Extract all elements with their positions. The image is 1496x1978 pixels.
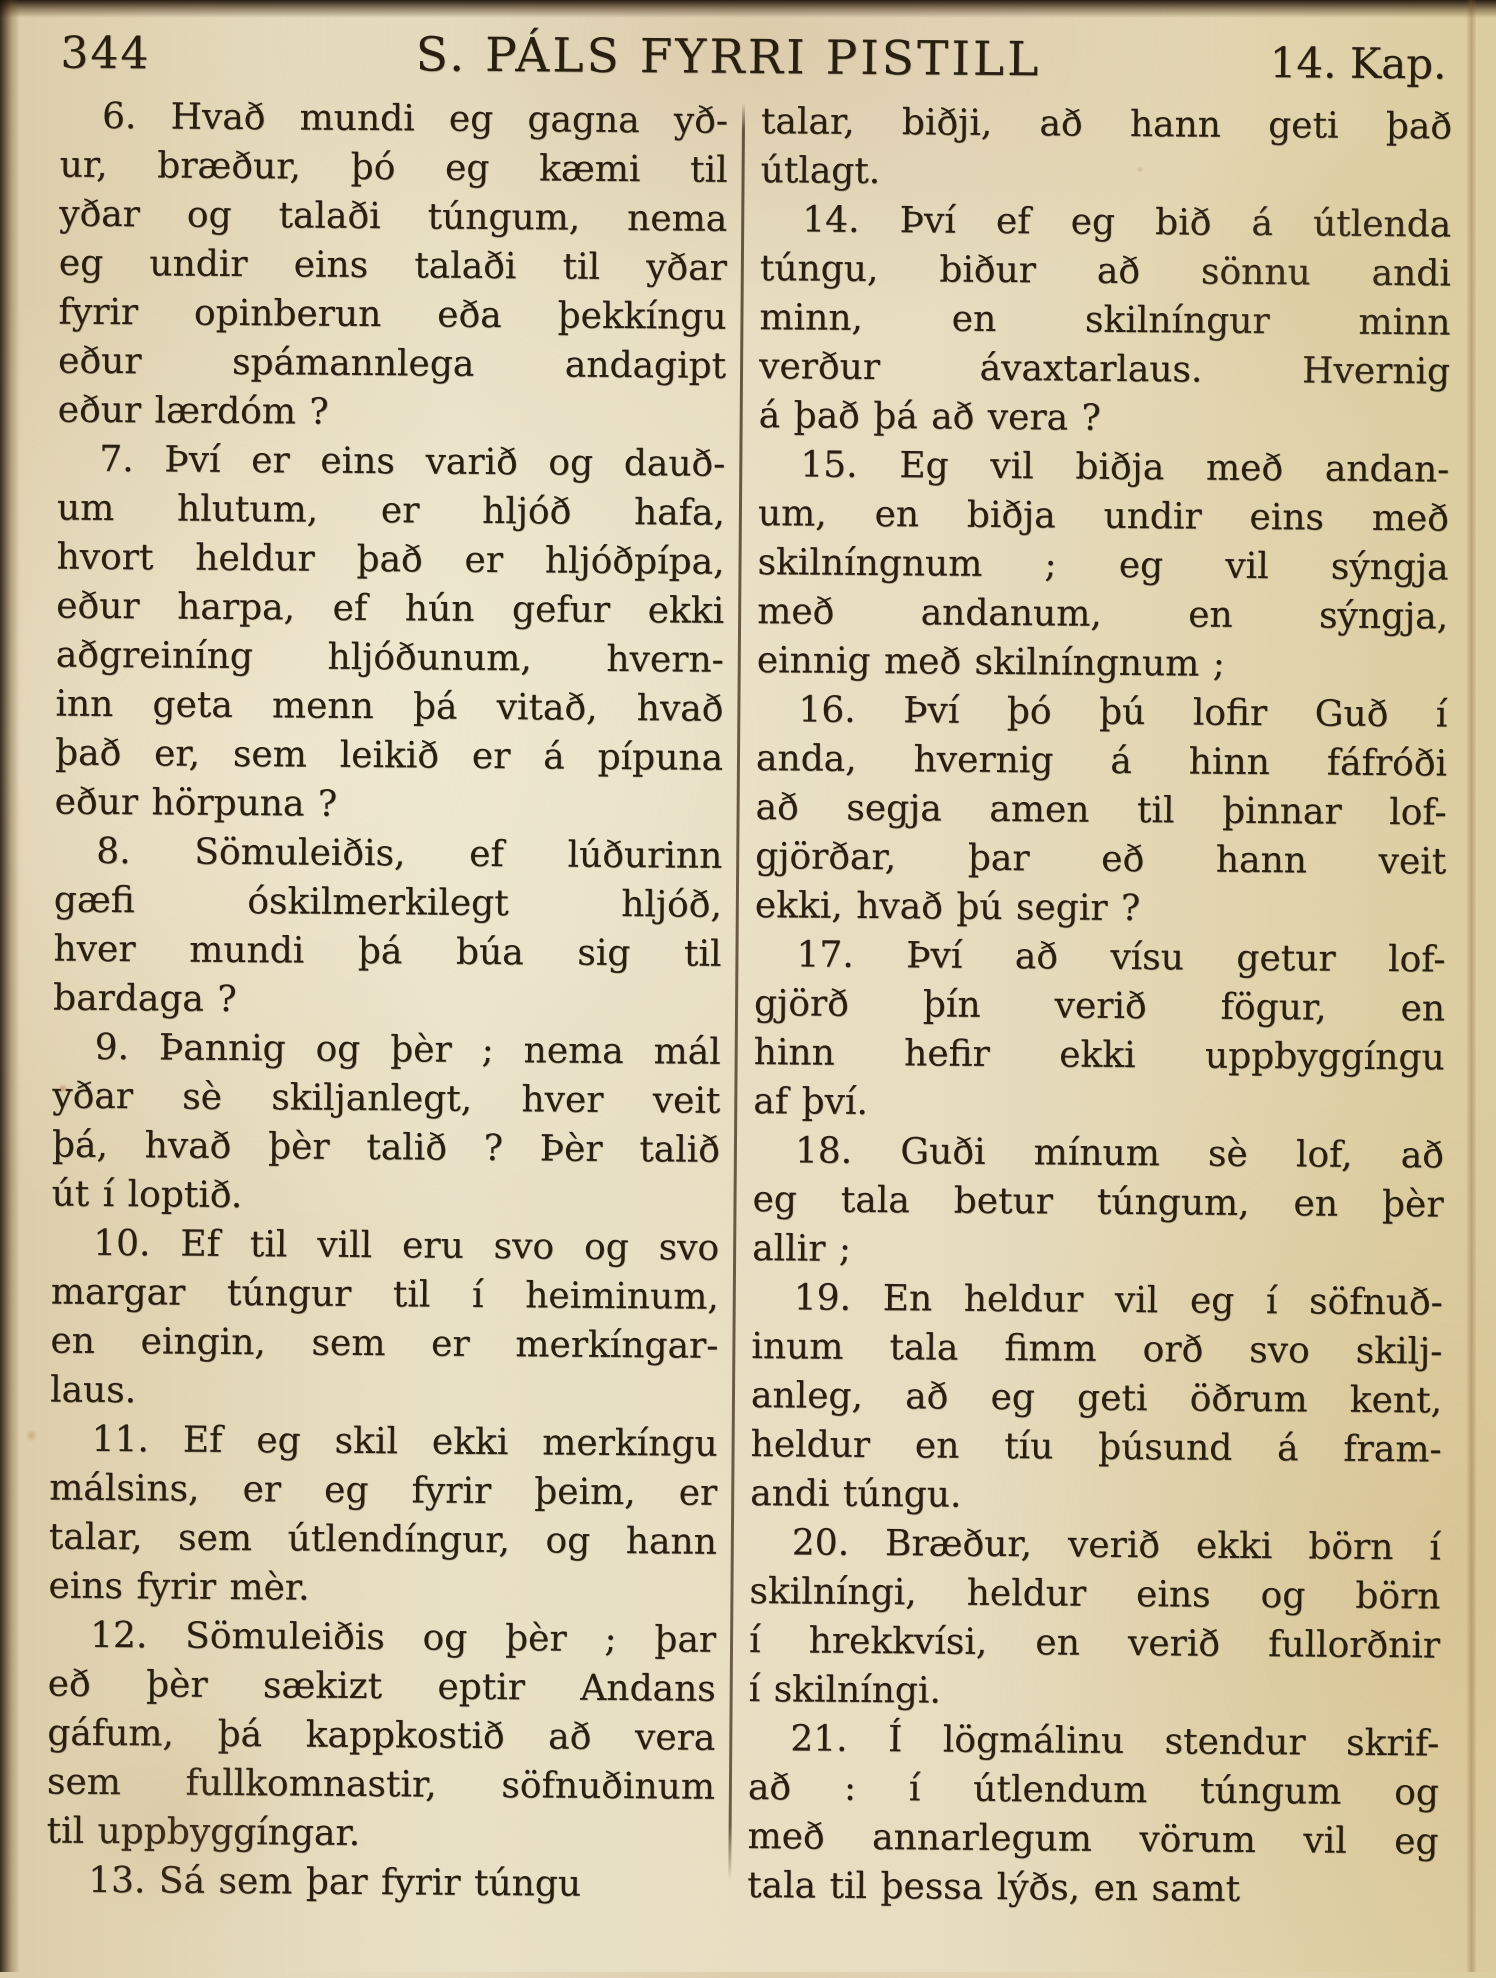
text-line: með andanum, en sýngja, <box>757 591 1449 638</box>
text-line: 17. Því að vísu getur lof- <box>796 934 1446 981</box>
text-line: 13. Sá sem þar fyrir túngu <box>88 1859 582 1905</box>
text-line: 19. En heldur vil eg í söfnuð- <box>793 1277 1443 1324</box>
verse-paragraph <box>58 92 729 440</box>
text-line: talar, biðji, að hann geti það <box>760 101 1453 148</box>
right-column <box>747 97 1452 1915</box>
text-line: eður harpa, ef hún gefur ekki <box>56 585 725 632</box>
text-line: yðar og talaði túngum, nema <box>59 193 728 240</box>
text-line: gæfi óskilmerkilegt hljóð, <box>53 879 723 926</box>
verse-paragraph <box>752 1126 1444 1278</box>
text-line: útlagt. <box>760 150 881 193</box>
text-line: af því. <box>753 1081 869 1123</box>
text-line: aðgreiníng hljóðunum, hvern- <box>55 634 724 681</box>
text-line: andi túngu. <box>750 1473 962 1516</box>
page-left-edge-shadow <box>0 0 20 1972</box>
text-line: anleg, að eg geti öðrum kent, <box>750 1375 1443 1422</box>
text-line: eður hörpuna ? <box>54 781 338 825</box>
text-line: eins fyrir mèr. <box>48 1565 310 1609</box>
text-line: út í loptið. <box>51 1173 243 1217</box>
text-line: laus. <box>49 1369 137 1412</box>
text-line: 6. Hvað mundi eg gagna yð- <box>101 95 729 142</box>
text-line: ekki, hvað þú segir ? <box>754 885 1141 930</box>
text-line: 10. Ef til vill eru svo og svo <box>93 1222 720 1269</box>
text-line: um, en biðja undir eins með <box>757 493 1450 540</box>
text-line: túngu, biður að sönnu andi <box>759 248 1452 295</box>
verse-paragraph <box>759 195 1452 445</box>
verse-paragraph <box>48 1415 718 1616</box>
text-line: hver mundi þá búa sig til <box>53 928 722 975</box>
text-line: anda, hvernig á hinn fáfróði <box>755 738 1448 785</box>
verse-paragraph <box>46 1611 716 1861</box>
text-line: þá, hvað þèr talið ? Þèr talið <box>51 1124 721 1171</box>
page-top-edge-shadow <box>0 0 1496 18</box>
text-line: gjörð þín verið fögur, en <box>753 983 1446 1030</box>
text-line: eg undir eins talaði til yðar <box>58 242 728 289</box>
verse-paragraph <box>747 1714 1440 1915</box>
verse-paragraph <box>760 97 1452 200</box>
verse-paragraph <box>749 1518 1442 1719</box>
text-line: inn geta menn þá vitað, hvað <box>55 683 724 730</box>
text-line: 14. Því ef eg bið á útlenda <box>802 199 1452 246</box>
page-number: 344 <box>60 27 151 80</box>
text-line: í hrekkvísi, en verið fullorðnir <box>748 1620 1441 1667</box>
text-line: inum tala fimm orð svo skilj- <box>751 1326 1443 1373</box>
text-line: 9. Þannig og þèr ; nema mál <box>94 1026 721 1073</box>
text-line: á það þá að vera ? <box>758 395 1101 439</box>
text-line: 18. Guði mínum sè lof, að <box>794 1130 1445 1177</box>
verse-paragraph <box>753 930 1446 1131</box>
text-line: til uppbyggíngar. <box>46 1810 361 1854</box>
left-column <box>46 92 728 1910</box>
text-line: að segja amen til þinnar lof- <box>755 787 1447 834</box>
text-line: 8. Sömuleiðis, ef lúðurinn <box>96 830 723 877</box>
text-line: margar túngur til í heiminum, <box>50 1271 719 1318</box>
text-line: 11. Ef eg skil ekki merkíngu <box>91 1418 718 1465</box>
chapter-label: 14. Kap. <box>1269 38 1447 89</box>
text-line: hinn hefir ekki uppbyggíngu <box>753 1032 1445 1079</box>
text-line: málsins, er eg fyrir þeim, er <box>49 1467 718 1514</box>
text-line: fyrir opinberun eða þekkíngu <box>58 291 727 338</box>
text-line: einnig með skilníngnum ; <box>756 640 1226 685</box>
text-line: eg tala betur túngum, en þèr <box>752 1179 1444 1226</box>
text-line: skilníngnum ; eg vil sýngja <box>757 542 1449 589</box>
text-line: í skilníngi. <box>748 1669 942 1712</box>
text-line: 15. Eg vil biðja með andan- <box>800 444 1450 491</box>
text-line: hvort heldur það er hljóðpípa, <box>56 536 725 583</box>
text-line: með annarlegum vörum vil eg <box>747 1816 1439 1863</box>
text-line: tala til þessa lýðs, en samt <box>746 1865 1241 1910</box>
text-line: gjörðar, þar eð hann veit <box>755 836 1447 883</box>
text-line: 16. Því þó þú lofir Guð í <box>798 689 1448 736</box>
column-divider-rule <box>728 103 745 1880</box>
text-line: eður lærdóm ? <box>57 389 329 433</box>
text-columns <box>0 87 1496 1916</box>
text-line: ur, bræður, þó eg kæmi til <box>59 144 728 191</box>
text-line: skilníngi, heldur eins og börn <box>749 1571 1441 1618</box>
verse-paragraph <box>750 1273 1443 1523</box>
text-line: 21. Í lögmálinu stendur skrif- <box>790 1718 1440 1765</box>
text-line: um hlutum, er hljóð hafa, <box>56 487 726 534</box>
text-line: eð þèr sækizt eptir Andans <box>47 1663 716 1710</box>
verse-paragraph <box>51 1023 721 1224</box>
text-line: en eingin, sem er merkíngar- <box>50 1320 719 1367</box>
page-right-edge-crease <box>1466 0 1476 1972</box>
verse-paragraph <box>755 685 1448 935</box>
verse-paragraph <box>53 827 723 1028</box>
text-line: 12. Sömuleiðis og þèr ; þar <box>89 1614 717 1661</box>
verse-paragraph <box>54 435 725 832</box>
text-line: það er, sem leikið er á pípuna <box>54 732 724 779</box>
text-line: bardaga ? <box>52 977 237 1020</box>
text-line: 20. Bræður, verið ekki börn í <box>791 1522 1441 1569</box>
text-line: allir ; <box>752 1228 852 1270</box>
text-line: 7. Því er eins varið og dauð- <box>99 438 726 485</box>
text-line: eður spámannlega andagipt <box>57 340 727 387</box>
text-line: að : í útlendum túngum og <box>747 1767 1440 1814</box>
verse-paragraph <box>757 440 1450 690</box>
text-line: yðar sè skiljanlegt, hver veit <box>52 1075 721 1122</box>
text-line: minn, en skilníngur minn <box>759 297 1451 344</box>
text-line: verður ávaxtarlaus. Hvernig <box>758 346 1451 393</box>
text-line: sem fullkomnastir, söfnuðinum <box>46 1761 716 1808</box>
text-line: talar, sem útlendíngur, og hann <box>48 1516 718 1563</box>
verse-paragraph <box>50 1219 720 1420</box>
text-line: heldur en tíu þúsund á fram- <box>750 1424 1442 1471</box>
page-title: S. PÁLS FYRRI PISTILL <box>415 27 1042 88</box>
text-line: gáfum, þá kappkostið að vera <box>47 1712 716 1759</box>
verse-paragraph <box>46 1856 714 1910</box>
